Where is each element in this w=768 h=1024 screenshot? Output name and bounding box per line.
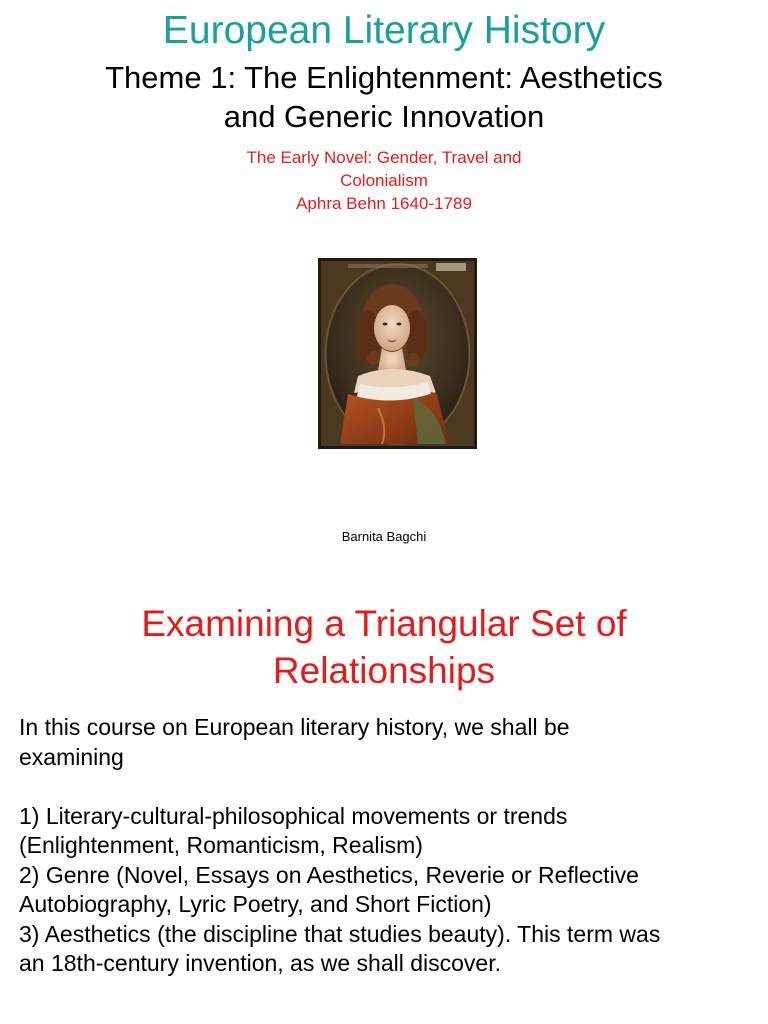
section-heading [60, 600, 708, 694]
page-title: European Literary History [162, 9, 606, 52]
section-heading-line-2: Relationships [272, 650, 496, 691]
list-item-3 [19, 920, 749, 979]
list-item-3-line-1: 3) Aesthetics (the discipline that studies beauty). This term was [19, 920, 661, 947]
subtitle-line-3: Aphra Behn 1640-1789 [296, 194, 472, 213]
theme-line-2: and Generic Innovation [223, 99, 545, 134]
list-item-1-line-1: 1) Literary-cultural-philosophical movements or trends [19, 802, 568, 829]
list-item-2-line-2: Autobiography, Lyric Poetry, and Short Fiction) [19, 891, 492, 917]
subtitle-block [180, 146, 588, 215]
paragraph-gap [19, 772, 749, 802]
intro-line-1: In this course on European literary history, we shall be [19, 714, 570, 740]
intro-paragraph [19, 713, 749, 772]
list-item-1 [19, 802, 749, 861]
author-name: Barnita Bagchi [341, 529, 427, 544]
theme-line-1: Theme 1: The Enlightenment: Aesthetics [105, 60, 663, 95]
subtitle-line-1: The Early Novel: Gender, Travel and [246, 148, 522, 167]
body-text [19, 713, 749, 979]
list-item-2-line-1: 2) Genre (Novel, Essays on Aesthetics, Reverie or Reflective [19, 861, 639, 888]
intro-line-2: examining [19, 743, 124, 770]
theme-heading [90, 58, 678, 136]
list-item-1-line-2: (Enlightenment, Romanticism, Realism) [19, 832, 423, 858]
portrait-image [318, 258, 477, 449]
section-heading-line-1: Examining a Triangular Set of [141, 603, 627, 644]
list-item-3-line-2: an 18th-century invention, as we shall discover. [19, 950, 501, 976]
subtitle-line-2: Colonialism [340, 171, 428, 190]
list-item-2 [19, 861, 749, 920]
